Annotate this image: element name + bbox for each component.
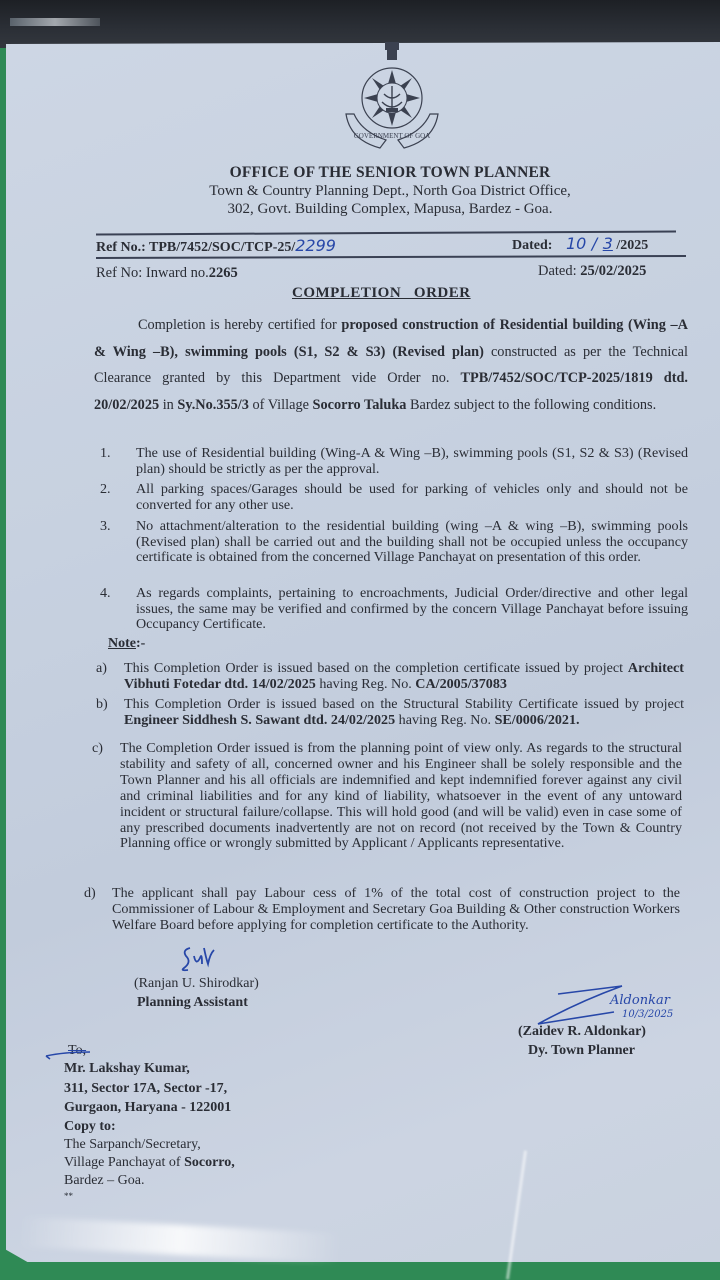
note-number: c): [92, 740, 103, 756]
background-glint: [10, 18, 100, 26]
copy-to-line-2-text: Village Panchayat of: [64, 1155, 185, 1170]
to-line-1: Mr. Lakshay Kumar,: [64, 1061, 190, 1076]
condition-number: 3.: [100, 518, 111, 534]
note-a-text: This Completion Order is issued based on the completion certificate issued by project: [124, 660, 628, 676]
order-date-month: 3: [602, 234, 613, 253]
ref-number-label: Ref No.: TPB/7452/SOC/TCP-25/: [96, 240, 296, 255]
note-b-engineer: Engineer Siddhesh S. Sawant dtd. 24/02/2025: [124, 711, 396, 728]
note-c-text: The Completion Order issued is from the planning point of view only. As regards to the structural stability and safety of all, concerned owner and his Engineer shall be solely responsible and the Town Planner and his all officials are indemnified and kept indemnified forever against any civil and criminal liabilities and for any kind of liability, whatsoever in the event of any untoward incident or structural failure/collapse. This will hold good (and will be valid) even in case some of any prescribed documents inadvertently are not on record (not received by the Town & Country Planning office or wrongly submitted by Applicant / Applicants representative.: [120, 740, 682, 852]
signatory-left-designation: [137, 995, 248, 1011]
document-title: COMPLETION ORDER: [292, 285, 471, 301]
intro-bold-project: proposed construction of Residential building (Wing –A & Wing –B), swimming pools (S1, S2 & S3) (Revised plan): [94, 317, 688, 360]
signatory-right-name: [518, 1024, 646, 1040]
signatory-left-title: Planning Assistant: [137, 995, 248, 1010]
signature-right-date: 10/3/2025: [622, 1009, 674, 1020]
condition-text: No attachment/alteration to the residential building (wing –A & wing –B), swimming pools (Revised plan) shall be carried out and the building shall not be occupied unless the occupancy certificate is obtained from the concerned Village Panchayat on presentation of this order.: [136, 518, 688, 566]
note-label: Note: [108, 636, 136, 651]
condition-item: [100, 586, 688, 633]
to-label: To,: [68, 1043, 87, 1058]
note-d-text: The applicant shall pay Labour cess of 1% of the total cost of construction project to the Commissioner of Labour & Employment and Secretary Goa Building & Other construction Workers Welfare Board before applying for completion certificate to the Authority.: [112, 885, 680, 933]
condition-text: The use of Residential building (Wing-A & Wing –B), swimming pools (S1, S2 & S3) (Revised plan) should be strictly as per the approval.: [136, 445, 688, 477]
copy-to-line-1: The Sarpanch/Secretary,: [64, 1137, 201, 1152]
intro-text-3: in: [159, 396, 178, 413]
intro-text-1: Completion is hereby certified for: [138, 317, 342, 333]
signatory-right-designation: [528, 1043, 635, 1059]
note-number: d): [84, 885, 96, 901]
intro-text-2: constructed as per the Technical Clearance granted by this Department vide Order no.: [94, 343, 688, 386]
inward-date-value: 25/02/2025: [580, 263, 647, 279]
pen-mark-icon: [44, 1050, 92, 1060]
note-number: a): [96, 660, 107, 676]
condition-item: [100, 482, 688, 513]
to-line-2: 311, Sector 17A, Sector -17,: [64, 1081, 228, 1096]
signatory-right-title: Dy. Town Planner: [528, 1043, 635, 1058]
intro-bold-village: Socorro Taluka: [312, 396, 407, 413]
office-department: Town & Country Planning Dept., North Goa District Office,: [209, 183, 571, 199]
note-item-c: [92, 741, 682, 852]
intro-bold-survey-no: Sy.No.355/3: [177, 396, 249, 413]
condition-number: 1.: [100, 445, 111, 461]
intro-text-4: of Village: [248, 396, 313, 413]
signatory-left-name: (Ranjan U. Shirodkar): [134, 976, 259, 991]
to-line-3: Gurgaon, Haryana - 122001: [64, 1100, 232, 1115]
note-heading: [108, 636, 145, 652]
note-number: b): [96, 696, 108, 712]
office-address: 302, Govt. Building Complex, Mapusa, Bardez - Goa.: [227, 201, 553, 217]
copy-to-village: Socorro,: [184, 1155, 235, 1170]
signature-right-icon: [518, 984, 678, 1028]
condition-number: 2.: [100, 481, 111, 497]
inward-date-label: Dated:: [538, 263, 581, 279]
office-title: OFFICE OF THE SENIOR TOWN PLANNER: [229, 164, 551, 181]
condition-number: 4.: [100, 585, 111, 601]
copy-to-label: Copy to:: [64, 1119, 116, 1134]
note-b-text: This Completion Order is issued based on the Structural Stability Certificate issued by project: [124, 696, 684, 712]
signatory-right-full-name: (Zaidev R. Aldonkar): [518, 1024, 646, 1039]
note-a-reg-no: CA/2005/37083: [415, 675, 507, 692]
order-date-sep: /: [591, 234, 598, 253]
note-item-b: [96, 697, 684, 729]
order-date-day: 10: [565, 234, 587, 253]
inward-ref-label: Ref No: Inward no.: [96, 265, 209, 281]
document-page: [6, 42, 720, 1262]
order-date-label: Dated:: [512, 238, 553, 253]
note-a-text-2: having Reg. No.: [315, 675, 416, 692]
intro-paragraph: [94, 312, 688, 418]
note-suffix: :-: [136, 636, 146, 651]
signature-right-text: Aldonkar: [610, 993, 670, 1008]
ref-number: [96, 236, 336, 256]
inward-date: [538, 263, 646, 280]
end-mark: **: [64, 1191, 73, 1201]
order-date: [512, 234, 648, 254]
condition-text: All parking spaces/Garages should be used for parking of vehicles only and should not be converted for any other use.: [136, 481, 688, 513]
emblem-ring-text: GOVERNMENT OF GOA: [353, 132, 431, 140]
government-emblem-icon: [340, 36, 444, 154]
ref-number-handwritten: 2299: [295, 236, 336, 255]
copy-to-line-3: Bardez – Goa.: [64, 1173, 145, 1188]
intro-text-5: Bardez subject to the following conditions.: [406, 396, 657, 413]
note-item-a: [96, 661, 684, 693]
intro-bold-order-no: TPB/7452/SOC/TCP-2025/1819 dtd. 20/02/2025: [94, 370, 688, 413]
note-b-text-2: having Reg. No.: [395, 711, 495, 728]
condition-text: As regards complaints, pertaining to encroachments, Judicial Order/directive and other legal issues, the same may be verified and confirmed by the concern Village Panchayat before issuing Occupancy Certificate.: [136, 585, 688, 633]
note-b-reg-no: SE/0006/2021.: [494, 711, 580, 728]
copy-to-line-2: [64, 1154, 235, 1173]
signature-left-icon: [176, 944, 216, 974]
inward-ref-number: 2265: [208, 265, 238, 281]
inward-ref: [96, 265, 238, 282]
note-a-architect: Architect Vibhuti Fotedar dtd. 14/02/2025: [124, 660, 684, 692]
condition-item: [100, 446, 688, 477]
note-item-d: [84, 886, 680, 934]
condition-item: [100, 519, 688, 566]
order-date-year: /2025: [616, 238, 649, 253]
